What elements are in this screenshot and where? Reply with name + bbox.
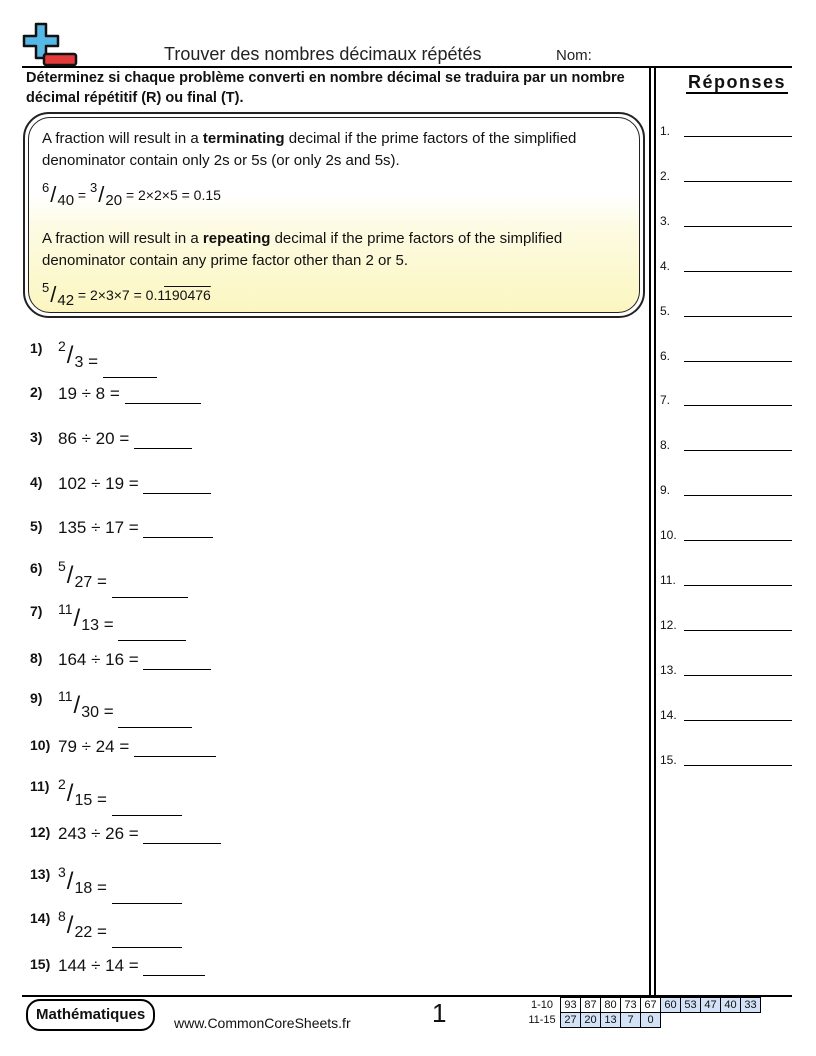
score-key-cell: 27 xyxy=(561,1013,581,1028)
answer-blank[interactable] xyxy=(143,825,221,844)
problem-6 xyxy=(30,558,188,591)
answer-blank[interactable] xyxy=(134,738,216,757)
denominator: 18 xyxy=(74,880,93,897)
answer-blank[interactable] xyxy=(118,709,192,728)
score-key-label: 11-15 xyxy=(528,1014,556,1026)
problem-expression: 102 ÷ 19 = xyxy=(58,474,139,493)
numerator: 2 xyxy=(58,776,66,792)
answer-line[interactable] xyxy=(684,136,792,137)
problem-2 xyxy=(30,384,201,404)
problem-7 xyxy=(30,601,186,634)
problem-fraction: $^2$/15 xyxy=(58,776,93,809)
answer-slot-3 xyxy=(660,214,800,228)
name-label: Nom: xyxy=(556,47,592,64)
answer-line[interactable] xyxy=(684,495,792,496)
answer-line[interactable] xyxy=(684,316,792,317)
terminating-example: 6/40 = 3/20 = 2×2×5 = 0.15 xyxy=(42,180,221,209)
score-key-row xyxy=(524,1013,761,1028)
page-title: Trouver des nombres décimaux répétés xyxy=(164,44,482,64)
repeating-rule: A fraction will result in a repeating decimal if the prime factors of the simplified denominator contain any prime factor other than 2 or 5. xyxy=(42,230,563,269)
numerator: 5 xyxy=(58,558,66,574)
problem-fraction: $^{11}$/30 xyxy=(58,688,100,721)
problem-number: 2) xyxy=(30,384,43,400)
problem-number: 14) xyxy=(30,910,51,926)
answer-number: 3. xyxy=(660,213,671,228)
answer-slot-8 xyxy=(660,438,800,452)
answer-line[interactable] xyxy=(684,720,792,721)
score-key-cell: 73 xyxy=(621,998,641,1013)
answer-blank[interactable] xyxy=(143,519,213,538)
problem-expression: 144 ÷ 14 = xyxy=(58,956,139,975)
score-key-cell: 87 xyxy=(581,998,601,1013)
problem-number: 12) xyxy=(30,824,51,840)
answer-number: 5. xyxy=(660,303,671,318)
answer-slot-14 xyxy=(660,708,800,722)
score-key-row xyxy=(524,998,761,1013)
problem-4 xyxy=(30,474,211,494)
equals-sign: = xyxy=(99,702,114,721)
answer-number: 13. xyxy=(660,662,677,677)
answer-line[interactable] xyxy=(684,450,792,451)
answer-number: 15. xyxy=(660,752,677,767)
answer-blank[interactable] xyxy=(112,797,182,816)
instructions: Déterminez si chaque problème converti en nombre décimal se traduira par un nombre décimal répétitif (R) ou final (T). xyxy=(26,70,625,106)
numerator: 11 xyxy=(58,601,73,617)
problem-13 xyxy=(30,864,182,897)
problem-5 xyxy=(30,518,213,538)
answer-blank[interactable] xyxy=(118,622,186,641)
column-divider-left xyxy=(649,68,651,996)
problem-number: 11) xyxy=(30,778,50,794)
problem-number: 7) xyxy=(30,603,43,619)
answer-slot-4 xyxy=(660,259,800,273)
equals-sign: = xyxy=(83,352,99,371)
equals-sign: = xyxy=(92,572,107,591)
info-box-inner xyxy=(28,117,640,313)
answer-line[interactable] xyxy=(684,226,792,227)
problem-number: 4) xyxy=(30,474,43,490)
answer-number: 1. xyxy=(660,124,671,138)
answer-slot-12 xyxy=(660,618,800,632)
denominator: 13 xyxy=(81,617,100,634)
answer-slot-11 xyxy=(660,573,800,587)
denominator: 27 xyxy=(74,574,93,591)
answer-blank[interactable] xyxy=(112,579,188,598)
equals-sign: = xyxy=(92,922,107,941)
answer-blank[interactable] xyxy=(125,385,201,404)
answer-number: 4. xyxy=(660,258,671,273)
equals-sign: = xyxy=(92,790,107,809)
answer-slot-1 xyxy=(660,124,800,138)
logo-plus-minus-icon xyxy=(22,22,80,68)
problem-number: 1) xyxy=(30,340,43,356)
problem-expression: 86 ÷ 20 = xyxy=(58,429,130,448)
score-key xyxy=(524,997,761,1028)
answer-line[interactable] xyxy=(684,361,792,362)
problem-number: 9) xyxy=(30,690,43,706)
score-key-cell: 53 xyxy=(681,998,701,1013)
score-key-cell: 20 xyxy=(581,1013,601,1028)
answer-number: 10. xyxy=(660,528,677,543)
answer-slot-2 xyxy=(660,169,800,183)
answer-number: 9. xyxy=(660,483,671,498)
numerator: 11 xyxy=(58,688,73,704)
answer-line[interactable] xyxy=(684,181,792,182)
answer-line[interactable] xyxy=(684,585,792,586)
problem-12 xyxy=(30,824,221,844)
denominator: 3 xyxy=(74,354,84,371)
answer-slot-9 xyxy=(660,483,800,497)
problem-number: 6) xyxy=(30,560,43,576)
answer-line[interactable] xyxy=(684,765,792,766)
problem-expression: 19 ÷ 8 = xyxy=(58,384,120,403)
page-number: 1 xyxy=(432,998,447,1028)
answer-blank[interactable] xyxy=(112,929,182,948)
score-key-cell: 67 xyxy=(641,998,661,1013)
answer-number: 11. xyxy=(660,573,676,587)
answer-blank[interactable] xyxy=(112,885,182,904)
answers-title: Réponses xyxy=(687,72,787,92)
problem-fraction: $^8$/22 xyxy=(58,908,93,941)
answer-line[interactable] xyxy=(684,675,792,676)
numerator: 3 xyxy=(58,864,66,880)
problem-number: 10) xyxy=(30,737,51,753)
subject-badge: Mathématiques xyxy=(26,999,155,1031)
problem-10 xyxy=(30,737,216,757)
problem-fraction: $^2$/3 xyxy=(58,338,84,371)
score-key-cell: 60 xyxy=(661,998,681,1013)
answer-line[interactable] xyxy=(684,405,792,406)
problem-fraction: $^{11}$/13 xyxy=(58,601,100,634)
answer-blank[interactable] xyxy=(143,957,205,976)
problem-3 xyxy=(30,429,192,449)
problem-number: 5) xyxy=(30,518,43,534)
numerator: 2 xyxy=(58,338,66,354)
info-box xyxy=(23,112,645,318)
answer-blank[interactable] xyxy=(134,430,192,449)
problem-expression: 135 ÷ 17 = xyxy=(58,518,139,537)
problem-1 xyxy=(30,338,157,371)
answer-line[interactable] xyxy=(684,540,792,541)
problem-14 xyxy=(30,908,182,941)
problem-expression: 243 ÷ 26 = xyxy=(58,824,139,843)
answer-slot-13 xyxy=(660,663,800,677)
answer-number: 8. xyxy=(660,438,671,453)
score-key-cell: 13 xyxy=(601,1013,621,1028)
score-key-cell: 40 xyxy=(721,998,741,1013)
score-key-cell: 93 xyxy=(561,998,581,1013)
answer-slot-7 xyxy=(660,393,800,407)
answer-slot-10 xyxy=(660,528,800,542)
score-key-cell: 0 xyxy=(641,1013,661,1028)
answer-line[interactable] xyxy=(684,630,792,631)
problem-11 xyxy=(30,776,182,809)
score-key-table xyxy=(524,997,761,1028)
answer-number: 7. xyxy=(660,393,671,408)
answer-number: 14. xyxy=(660,707,677,722)
answer-number: 2. xyxy=(660,168,671,183)
problem-number: 8) xyxy=(30,650,43,666)
equals-sign: = xyxy=(92,878,107,897)
equals-sign: = xyxy=(99,615,114,634)
answer-slot-6 xyxy=(660,349,800,363)
site-url: www.CommonCoreSheets.fr xyxy=(174,1015,351,1031)
answer-number: 6. xyxy=(660,348,671,363)
column-divider-right xyxy=(654,68,656,996)
problem-9 xyxy=(30,688,192,721)
problem-fraction: $^3$/18 xyxy=(58,864,93,897)
problem-number: 3) xyxy=(30,429,43,445)
problem-expression: 164 ÷ 16 = xyxy=(58,650,139,669)
score-key-label: 1-10 xyxy=(530,999,554,1011)
problem-15 xyxy=(30,956,205,976)
denominator: 22 xyxy=(74,924,93,941)
score-key-cell: 47 xyxy=(701,998,721,1013)
problem-8 xyxy=(30,650,211,670)
score-key-cell: 7 xyxy=(621,1013,641,1028)
answer-blank[interactable] xyxy=(143,651,211,670)
repeating-example: 5/42 = 2×3×7 = 0.1190476 xyxy=(42,280,211,309)
answer-number: 12. xyxy=(660,617,677,632)
answer-slot-15 xyxy=(660,753,800,767)
answer-blank[interactable] xyxy=(103,359,157,378)
denominator: 30 xyxy=(81,704,100,721)
score-key-cell: 80 xyxy=(601,998,621,1013)
denominator: 15 xyxy=(74,792,93,809)
numerator: 8 xyxy=(58,908,66,924)
score-key-cell: 33 xyxy=(741,998,761,1013)
answer-slot-5 xyxy=(660,304,800,318)
problem-number: 15) xyxy=(30,956,51,972)
terminating-rule: A fraction will result in a terminating decimal if the prime factors of the simplified denominator contain only 2s or 5s (or only 2s and 5s). xyxy=(42,130,577,169)
problem-number: 13) xyxy=(30,866,51,882)
answer-line[interactable] xyxy=(684,271,792,272)
problem-fraction: $^5$/27 xyxy=(58,558,93,591)
answer-blank[interactable] xyxy=(143,475,211,494)
problem-expression: 79 ÷ 24 = xyxy=(58,737,130,756)
